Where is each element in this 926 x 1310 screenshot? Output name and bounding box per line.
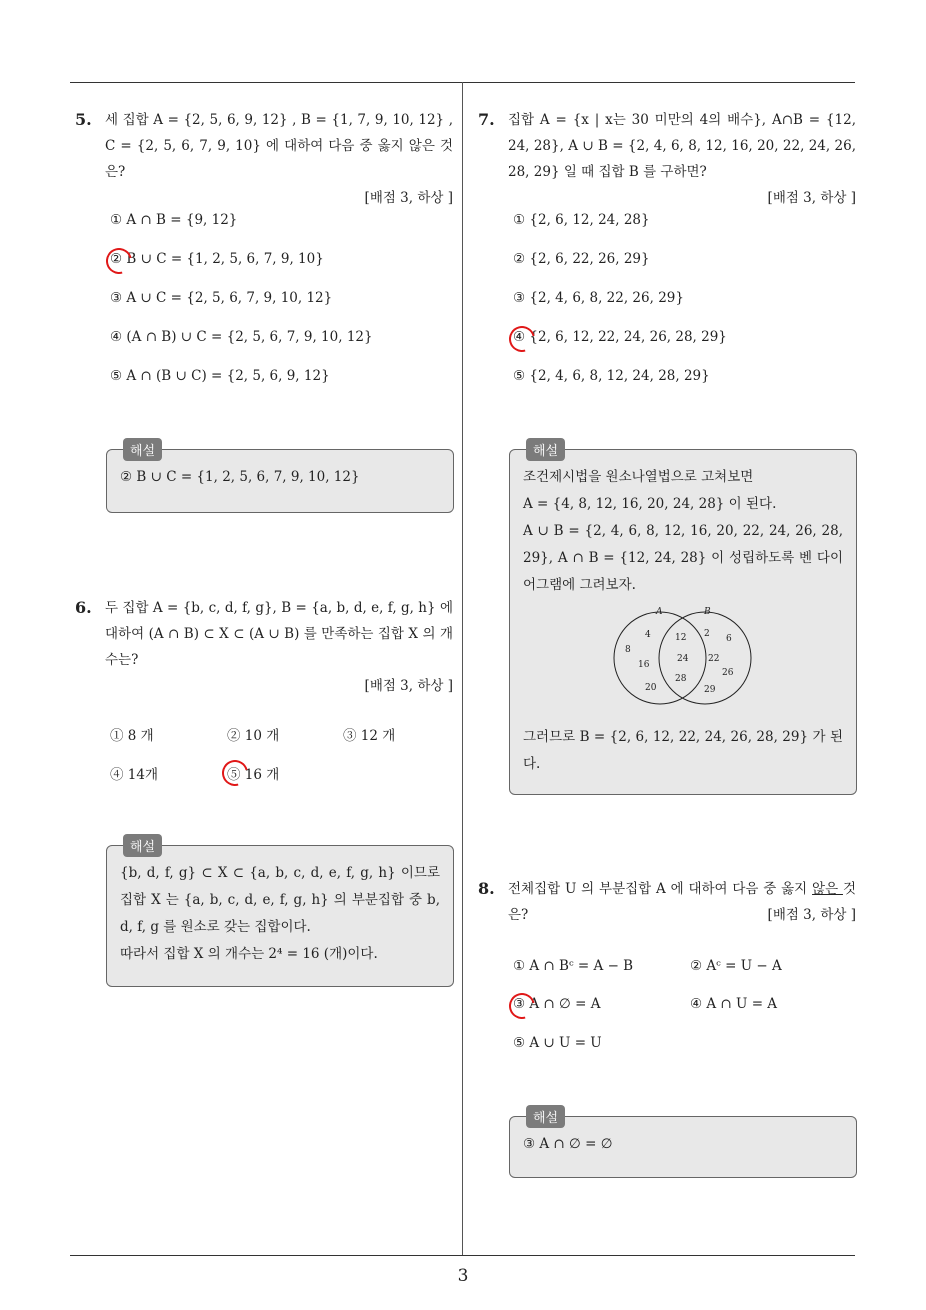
question-score: [배점 3, 하상 ] [364,190,453,206]
q5-solution-box [106,444,454,513]
solution-line: A = {4, 8, 12, 16, 20, 24, 28} 이 된다. [523,496,777,512]
page-number: 3 [457,1266,469,1286]
q5-option-1[interactable]: ① A ∩ B = {9, 12} [110,212,238,228]
q7-option-4[interactable]: ④ {2, 6, 12, 22, 24, 26, 28, 29} [513,329,727,345]
question-8 [478,876,856,928]
q7-solution-box [509,444,857,795]
solution-text [120,860,440,968]
solution-tag: 해설 [123,438,162,461]
q7-option-5[interactable]: ⑤ {2, 4, 6, 8, 12, 24, 28, 29} [513,368,710,384]
q6-option-2[interactable]: ② 10 개 [227,728,280,744]
question-text: 두 집합 A = {b, c, d, f, g}, B = {a, b, d, e, f, g, h} 에 대하여 (A ∩ B) ⊂ X ⊂ (A ∪ B) 를 만족하는 집합 X 의 개수는? [105,600,453,668]
question-text: 세 집합 A = {2, 5, 6, 9, 12} , B = {1, 7, 9, 10, 12} , C = {2, 5, 6, 7, 9, 10} 에 대하여 다음 중 옳지 않은 것은? [105,112,453,180]
venn-element: 29 [704,685,716,695]
venn-element: 26 [722,668,734,678]
venn-element: 28 [675,674,687,684]
venn-diagram [605,606,765,706]
venn-element: 16 [638,660,650,670]
venn-label-a: A [656,607,663,617]
question-text-body: 집합 A = {x | x는 30 미만의 4의 배수}, A∩B = {12, 24, 28}, A ∪ B = {2, 4, 6, 8, 12, 16, 20, 22, 24, 26, 28, 29} 일 때 집합 B 를 구하면? [508,112,856,180]
solution-line: 따라서 집합 X 의 개수는 2⁴ = 16 (개)이다. [120,946,378,962]
solution-tag: 해설 [123,834,162,857]
question-text-underline: 않은 [812,881,843,897]
question-6 [75,595,453,699]
q7-option-1[interactable]: ① {2, 6, 12, 24, 28} [513,212,650,228]
answer-mark [101,243,137,279]
question-7 [478,107,856,211]
question-number: 5. [75,110,92,129]
venn-label-b: B [704,607,711,617]
question-text [508,107,856,185]
question-5 [75,107,453,211]
answer-mark [504,988,540,1024]
q6-solution-box [106,840,454,987]
q5-option-2[interactable]: ② B ∪ C = {1, 2, 5, 6, 7, 9, 10} [110,251,324,267]
solution-line: A ∪ B = {2, 4, 6, 8, 12, 16, 20, 22, 24, 26, 28, 29}, A ∩ B = {12, 24, 28} 이 성립하도록 벤 다이어그램에 그려보자. [523,523,843,593]
venn-element: 4 [645,630,651,640]
solution-line: {b, d, f, g} ⊂ X ⊂ {a, b, c, d, e, f, g, h} 이므로 집합 X 는 {a, b, c, d, e, f, g, h} 의 부분집합 중 b, d, f, g 를 원소로 갖는 집합이다. [120,865,440,935]
venn-element: 24 [677,654,689,664]
answer-mark [504,321,540,357]
q8-solution-box [509,1111,857,1178]
q8-option-5[interactable]: ⑤ A ∪ U = U [513,1035,602,1051]
q6-option-3[interactable]: ③ 12 개 [343,728,396,744]
q8-option-4[interactable]: ④ A ∩ U = A [690,996,778,1012]
q6-option-1[interactable]: ① 8 개 [110,728,154,744]
solution-tag: 해설 [526,438,565,461]
q8-option-3[interactable]: ③ A ∩ ∅ = A [513,996,601,1012]
question-score: [배점 3, 하상 ] [767,907,856,923]
question-text-pre: 전체집합 U 의 부분집합 A 에 대하여 다음 중 옳지 [508,881,813,897]
q5-option-4[interactable]: ④ (A ∩ B) ∪ C = {2, 5, 6, 7, 9, 10, 12} [110,329,373,345]
venn-element: 2 [704,629,710,639]
solution-conclusion: 그러므로 B = {2, 6, 12, 22, 24, 26, 28, 29} 가 된다. [523,729,843,772]
venn-circle-a [614,612,706,704]
q6-option-5[interactable]: ⑤ 16 개 [227,767,280,783]
question-number: 8. [478,879,495,898]
venn-element: 8 [625,645,631,655]
answer-mark [217,755,253,791]
q6-option-4[interactable]: ④ 14개 [110,767,159,783]
solution-tag: 해설 [526,1105,565,1128]
venn-element: 12 [675,633,687,643]
solution-text [523,464,843,599]
q7-option-2[interactable]: ② {2, 6, 22, 26, 29} [513,251,650,267]
q5-option-5[interactable]: ⑤ A ∩ (B ∪ C) = {2, 5, 6, 9, 12} [110,368,330,384]
venn-element: 22 [708,654,720,664]
solution-text: ② B ∪ C = {1, 2, 5, 6, 7, 9, 10, 12} [120,469,360,485]
venn-element: 6 [726,634,732,644]
q5-option-3[interactable]: ③ A ∪ C = {2, 5, 6, 7, 9, 10, 12} [110,290,333,306]
question-score: [배점 3, 하상 ] [767,190,856,206]
question-number: 6. [75,598,92,617]
q8-option-2[interactable]: ② Aᶜ = U − A [690,958,782,974]
column-divider [462,82,463,1256]
q7-option-3[interactable]: ③ {2, 4, 6, 8, 22, 26, 29} [513,290,684,306]
question-score: [배점 3, 하상 ] [364,678,453,694]
solution-text: ③ A ∩ ∅ = ∅ [523,1136,613,1152]
question-text-post: 것은? [508,881,856,923]
solution-line: 조건제시법을 원소나열법으로 고쳐보면 [523,469,754,485]
q8-option-1[interactable]: ① A ∩ Bᶜ = A − B [513,958,634,974]
bottom-rule [70,1255,855,1256]
question-number: 7. [478,110,495,129]
venn-element: 20 [645,683,657,693]
